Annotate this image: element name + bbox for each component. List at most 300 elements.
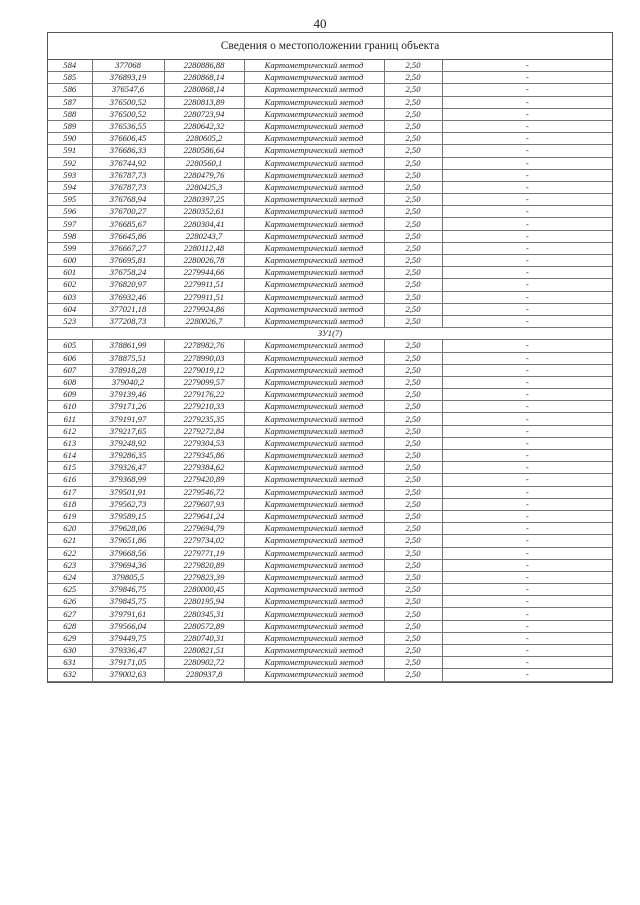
y-coordinate-cell: 2280352,61 [164,206,244,218]
description-cell: - [442,255,612,267]
accuracy-cell: 2,50 [384,96,442,108]
y-coordinate-cell: 2280586,64 [164,145,244,157]
x-coordinate-cell: 379566,04 [92,620,164,632]
x-coordinate-cell: 376606,45 [92,133,164,145]
x-coordinate-cell: 379248,92 [92,437,164,449]
y-coordinate-cell: 2279823,39 [164,571,244,583]
y-coordinate-cell: 2278982,76 [164,340,244,352]
description-cell: - [442,510,612,522]
x-coordinate-cell: 376500,52 [92,108,164,120]
method-cell: Картометрический метод [244,523,384,535]
table-row [48,486,612,498]
boundary-table-sheet [47,32,613,683]
accuracy-cell: 2,50 [384,169,442,181]
description-cell: - [442,84,612,96]
point-number-cell: 595 [48,194,92,206]
x-coordinate-cell: 376758,24 [92,267,164,279]
table-row [48,571,612,583]
description-cell: - [442,486,612,498]
x-coordinate-cell: 377208,73 [92,315,164,327]
y-coordinate-cell: 2279944,66 [164,267,244,279]
point-number-cell: 600 [48,255,92,267]
point-number-cell: 604 [48,303,92,315]
y-coordinate-cell: 2280195,94 [164,596,244,608]
accuracy-cell: 2,50 [384,523,442,535]
description-cell: - [442,608,612,620]
method-cell: Картометрический метод [244,547,384,559]
method-cell: Картометрический метод [244,474,384,486]
point-number-cell: 599 [48,242,92,254]
method-cell: Картометрический метод [244,230,384,242]
accuracy-cell: 2,50 [384,72,442,84]
y-coordinate-cell: 2280740,31 [164,632,244,644]
x-coordinate-cell: 379336,47 [92,645,164,657]
x-coordinate-cell: 379171,05 [92,657,164,669]
accuracy-cell: 2,50 [384,352,442,364]
x-coordinate-cell: 376536,55 [92,120,164,132]
point-number-cell: 592 [48,157,92,169]
table-row [48,291,612,303]
x-coordinate-cell: 376744,92 [92,157,164,169]
table-row [48,133,612,145]
table-row [48,425,612,437]
table-row [48,376,612,388]
y-coordinate-cell: 2279304,53 [164,437,244,449]
x-coordinate-cell: 379846,75 [92,584,164,596]
point-number-cell: 586 [48,84,92,96]
method-cell: Картометрический метод [244,632,384,644]
x-coordinate-cell: 379628,06 [92,523,164,535]
point-number-cell: 603 [48,291,92,303]
description-cell: - [442,364,612,376]
description-cell: - [442,315,612,327]
method-cell: Картометрический метод [244,389,384,401]
point-number-cell: 622 [48,547,92,559]
accuracy-cell: 2,50 [384,108,442,120]
accuracy-cell: 2,50 [384,291,442,303]
table-row [48,169,612,181]
x-coordinate-cell: 379217,65 [92,425,164,437]
method-cell: Картометрический метод [244,498,384,510]
x-coordinate-cell: 376893,19 [92,72,164,84]
y-coordinate-cell: 2280902,72 [164,657,244,669]
x-coordinate-cell: 379651,86 [92,535,164,547]
accuracy-cell: 2,50 [384,242,442,254]
description-cell: - [442,96,612,108]
description-cell: - [442,291,612,303]
y-coordinate-cell: 2279911,51 [164,291,244,303]
method-cell: Картометрический метод [244,194,384,206]
description-cell: - [442,72,612,84]
y-coordinate-cell: 2280560,1 [164,157,244,169]
description-cell: - [442,108,612,120]
x-coordinate-cell: 376667,27 [92,242,164,254]
description-cell: - [442,218,612,230]
method-cell: Картометрический метод [244,437,384,449]
accuracy-cell: 2,50 [384,571,442,583]
accuracy-cell: 2,50 [384,267,442,279]
y-coordinate-cell: 2280243,7 [164,230,244,242]
x-coordinate-cell: 378918,28 [92,364,164,376]
point-number-cell: 631 [48,657,92,669]
method-cell: Картометрический метод [244,255,384,267]
table-row [48,389,612,401]
x-coordinate-cell: 379368,99 [92,474,164,486]
accuracy-cell: 2,50 [384,608,442,620]
method-cell: Картометрический метод [244,60,384,72]
accuracy-cell: 2,50 [384,401,442,413]
y-coordinate-cell: 2280821,51 [164,645,244,657]
method-cell: Картометрический метод [244,608,384,620]
description-cell: - [442,632,612,644]
table-heading: Сведения о местоположении границ объекта [48,33,612,60]
y-coordinate-cell: 2280112,48 [164,242,244,254]
accuracy-cell: 2,50 [384,584,442,596]
method-cell: Картометрический метод [244,413,384,425]
accuracy-cell: 2,50 [384,559,442,571]
y-coordinate-cell: 2280813,89 [164,96,244,108]
description-cell: - [442,547,612,559]
description-cell: - [442,620,612,632]
accuracy-cell: 2,50 [384,657,442,669]
method-cell: Картометрический метод [244,559,384,571]
point-number-cell: 523 [48,315,92,327]
accuracy-cell: 2,50 [384,413,442,425]
method-cell: Картометрический метод [244,596,384,608]
table-row [48,303,612,315]
point-number-cell: 614 [48,450,92,462]
y-coordinate-cell: 2278990,03 [164,352,244,364]
method-cell: Картометрический метод [244,620,384,632]
accuracy-cell: 2,50 [384,303,442,315]
x-coordinate-cell: 379805,5 [92,571,164,583]
x-coordinate-cell: 376645,86 [92,230,164,242]
table-row [48,72,612,84]
description-cell: - [442,462,612,474]
coordinates-table [48,60,612,682]
method-cell: Картометрический метод [244,315,384,327]
x-coordinate-cell: 376685,67 [92,218,164,230]
method-cell: Картометрический метод [244,535,384,547]
table-row [48,608,612,620]
method-cell: Картометрический метод [244,145,384,157]
description-cell: - [442,389,612,401]
point-number-cell: 613 [48,437,92,449]
y-coordinate-cell: 2280479,76 [164,169,244,181]
x-coordinate-cell: 377021,18 [92,303,164,315]
accuracy-cell: 2,50 [384,340,442,352]
method-cell: Картометрический метод [244,510,384,522]
point-number-cell: 623 [48,559,92,571]
y-coordinate-cell: 2280000,45 [164,584,244,596]
accuracy-cell: 2,50 [384,218,442,230]
x-coordinate-cell: 379845,75 [92,596,164,608]
table-row [48,596,612,608]
accuracy-cell: 2,50 [384,376,442,388]
x-coordinate-cell: 379449,75 [92,632,164,644]
description-cell: - [442,267,612,279]
point-number-cell: 616 [48,474,92,486]
point-number-cell: 597 [48,218,92,230]
table-row [48,437,612,449]
description-cell: - [442,145,612,157]
table-row [48,84,612,96]
y-coordinate-cell: 2280425,3 [164,181,244,193]
table-row [48,157,612,169]
point-number-cell: 588 [48,108,92,120]
y-coordinate-cell: 2279607,93 [164,498,244,510]
y-coordinate-cell: 2279384,62 [164,462,244,474]
description-cell: - [442,60,612,72]
method-cell: Картометрический метод [244,120,384,132]
description-cell: - [442,498,612,510]
accuracy-cell: 2,50 [384,206,442,218]
table-row [48,462,612,474]
accuracy-cell: 2,50 [384,645,442,657]
description-cell: - [442,474,612,486]
y-coordinate-cell: 2279694,79 [164,523,244,535]
method-cell: Картометрический метод [244,376,384,388]
table-row [48,510,612,522]
point-number-cell: 607 [48,364,92,376]
accuracy-cell: 2,50 [384,181,442,193]
x-coordinate-cell: 378861,99 [92,340,164,352]
point-number-cell: 624 [48,571,92,583]
x-coordinate-cell: 379589,15 [92,510,164,522]
method-cell: Картометрический метод [244,364,384,376]
table-row [48,620,612,632]
y-coordinate-cell: 2280868,14 [164,84,244,96]
table-row [48,450,612,462]
description-cell: - [442,559,612,571]
method-cell: Картометрический метод [244,108,384,120]
section-row [48,328,612,340]
method-cell: Картометрический метод [244,462,384,474]
point-number-cell: 629 [48,632,92,644]
accuracy-cell: 2,50 [384,510,442,522]
coordinates-table-body [48,60,612,681]
description-cell: - [442,571,612,583]
accuracy-cell: 2,50 [384,596,442,608]
description-cell: - [442,181,612,193]
page-number: 40 [313,16,327,31]
y-coordinate-cell: 2280937,8 [164,669,244,681]
point-number-cell: 610 [48,401,92,413]
method-cell: Картометрический метод [244,267,384,279]
accuracy-cell: 2,50 [384,547,442,559]
table-row [48,547,612,559]
description-cell: - [442,535,612,547]
table-row [48,145,612,157]
method-cell: Картометрический метод [244,133,384,145]
accuracy-cell: 2,50 [384,620,442,632]
method-cell: Картометрический метод [244,486,384,498]
y-coordinate-cell: 2279546,72 [164,486,244,498]
description-cell: - [442,352,612,364]
x-coordinate-cell: 376547,6 [92,84,164,96]
table-row [48,535,612,547]
method-cell: Картометрический метод [244,242,384,254]
description-cell: - [442,120,612,132]
table-row [48,413,612,425]
point-number-cell: 621 [48,535,92,547]
table-row [48,498,612,510]
table-row [48,669,612,681]
point-number-cell: 590 [48,133,92,145]
x-coordinate-cell: 376700,27 [92,206,164,218]
point-number-cell: 627 [48,608,92,620]
point-number-cell: 609 [48,389,92,401]
y-coordinate-cell: 2279176,22 [164,389,244,401]
accuracy-cell: 2,50 [384,450,442,462]
table-row [48,60,612,72]
y-coordinate-cell: 2279345,86 [164,450,244,462]
method-cell: Картометрический метод [244,303,384,315]
description-cell: - [442,669,612,681]
x-coordinate-cell: 379040,2 [92,376,164,388]
description-cell: - [442,584,612,596]
point-number-cell: 625 [48,584,92,596]
x-coordinate-cell: 379139,46 [92,389,164,401]
accuracy-cell: 2,50 [384,60,442,72]
y-coordinate-cell: 2280605,2 [164,133,244,145]
description-cell: - [442,596,612,608]
table-row [48,340,612,352]
method-cell: Картометрический метод [244,181,384,193]
point-number-cell: 619 [48,510,92,522]
table-row [48,559,612,571]
method-cell: Картометрический метод [244,291,384,303]
description-cell: - [442,413,612,425]
method-cell: Картометрический метод [244,218,384,230]
method-cell: Картометрический метод [244,669,384,681]
y-coordinate-cell: 2280304,41 [164,218,244,230]
accuracy-cell: 2,50 [384,498,442,510]
table-row [48,279,612,291]
point-number-cell: 606 [48,352,92,364]
description-cell: - [442,169,612,181]
description-cell: - [442,437,612,449]
y-coordinate-cell: 2279771,19 [164,547,244,559]
point-number-cell: 587 [48,96,92,108]
x-coordinate-cell: 376695,81 [92,255,164,267]
y-coordinate-cell: 2279099,57 [164,376,244,388]
point-number-cell: 611 [48,413,92,425]
accuracy-cell: 2,50 [384,255,442,267]
method-cell: Картометрический метод [244,571,384,583]
method-cell: Картометрический метод [244,279,384,291]
accuracy-cell: 2,50 [384,474,442,486]
table-row [48,230,612,242]
x-coordinate-cell: 379326,47 [92,462,164,474]
point-number-cell: 608 [48,376,92,388]
x-coordinate-cell: 379286,35 [92,450,164,462]
description-cell: - [442,645,612,657]
description-cell: - [442,157,612,169]
table-row [48,242,612,254]
description-cell: - [442,303,612,315]
point-number-cell: 589 [48,120,92,132]
x-coordinate-cell: 376787,73 [92,169,164,181]
x-coordinate-cell: 376686,33 [92,145,164,157]
accuracy-cell: 2,50 [384,145,442,157]
method-cell: Картометрический метод [244,425,384,437]
y-coordinate-cell: 2279210,33 [164,401,244,413]
y-coordinate-cell: 2280026,78 [164,255,244,267]
y-coordinate-cell: 2279924,86 [164,303,244,315]
accuracy-cell: 2,50 [384,120,442,132]
y-coordinate-cell: 2280026,7 [164,315,244,327]
description-cell: - [442,194,612,206]
table-row [48,108,612,120]
accuracy-cell: 2,50 [384,437,442,449]
table-row [48,120,612,132]
y-coordinate-cell: 2280723,94 [164,108,244,120]
accuracy-cell: 2,50 [384,425,442,437]
y-coordinate-cell: 2279420,89 [164,474,244,486]
x-coordinate-cell: 376768,94 [92,194,164,206]
description-cell: - [442,279,612,291]
point-number-cell: 617 [48,486,92,498]
description-cell: - [442,206,612,218]
point-number-cell: 620 [48,523,92,535]
accuracy-cell: 2,50 [384,632,442,644]
y-coordinate-cell: 2280572,89 [164,620,244,632]
y-coordinate-cell: 2280868,14 [164,72,244,84]
table-row [48,632,612,644]
point-number-cell: 594 [48,181,92,193]
point-number-cell: 612 [48,425,92,437]
accuracy-cell: 2,50 [384,669,442,681]
description-cell: - [442,242,612,254]
accuracy-cell: 2,50 [384,462,442,474]
description-cell: - [442,230,612,242]
y-coordinate-cell: 2279272,84 [164,425,244,437]
point-number-cell: 591 [48,145,92,157]
y-coordinate-cell: 2279820,89 [164,559,244,571]
method-cell: Картометрический метод [244,206,384,218]
point-number-cell: 628 [48,620,92,632]
y-coordinate-cell: 2279235,35 [164,413,244,425]
method-cell: Картометрический метод [244,401,384,413]
table-row [48,645,612,657]
x-coordinate-cell: 379562,73 [92,498,164,510]
y-coordinate-cell: 2280642,32 [164,120,244,132]
description-cell: - [442,133,612,145]
point-number-cell: 602 [48,279,92,291]
accuracy-cell: 2,50 [384,194,442,206]
table-row [48,352,612,364]
description-cell: - [442,401,612,413]
table-row [48,218,612,230]
y-coordinate-cell: 2279911,51 [164,279,244,291]
accuracy-cell: 2,50 [384,389,442,401]
point-number-cell: 596 [48,206,92,218]
x-coordinate-cell: 376500,52 [92,96,164,108]
point-number-cell: 615 [48,462,92,474]
x-coordinate-cell: 376932,46 [92,291,164,303]
table-row [48,194,612,206]
table-row [48,315,612,327]
table-row [48,206,612,218]
x-coordinate-cell: 377068 [92,60,164,72]
table-row [48,267,612,279]
method-cell: Картометрический метод [244,450,384,462]
x-coordinate-cell: 376820,97 [92,279,164,291]
accuracy-cell: 2,50 [384,535,442,547]
point-number-cell: 632 [48,669,92,681]
method-cell: Картометрический метод [244,157,384,169]
